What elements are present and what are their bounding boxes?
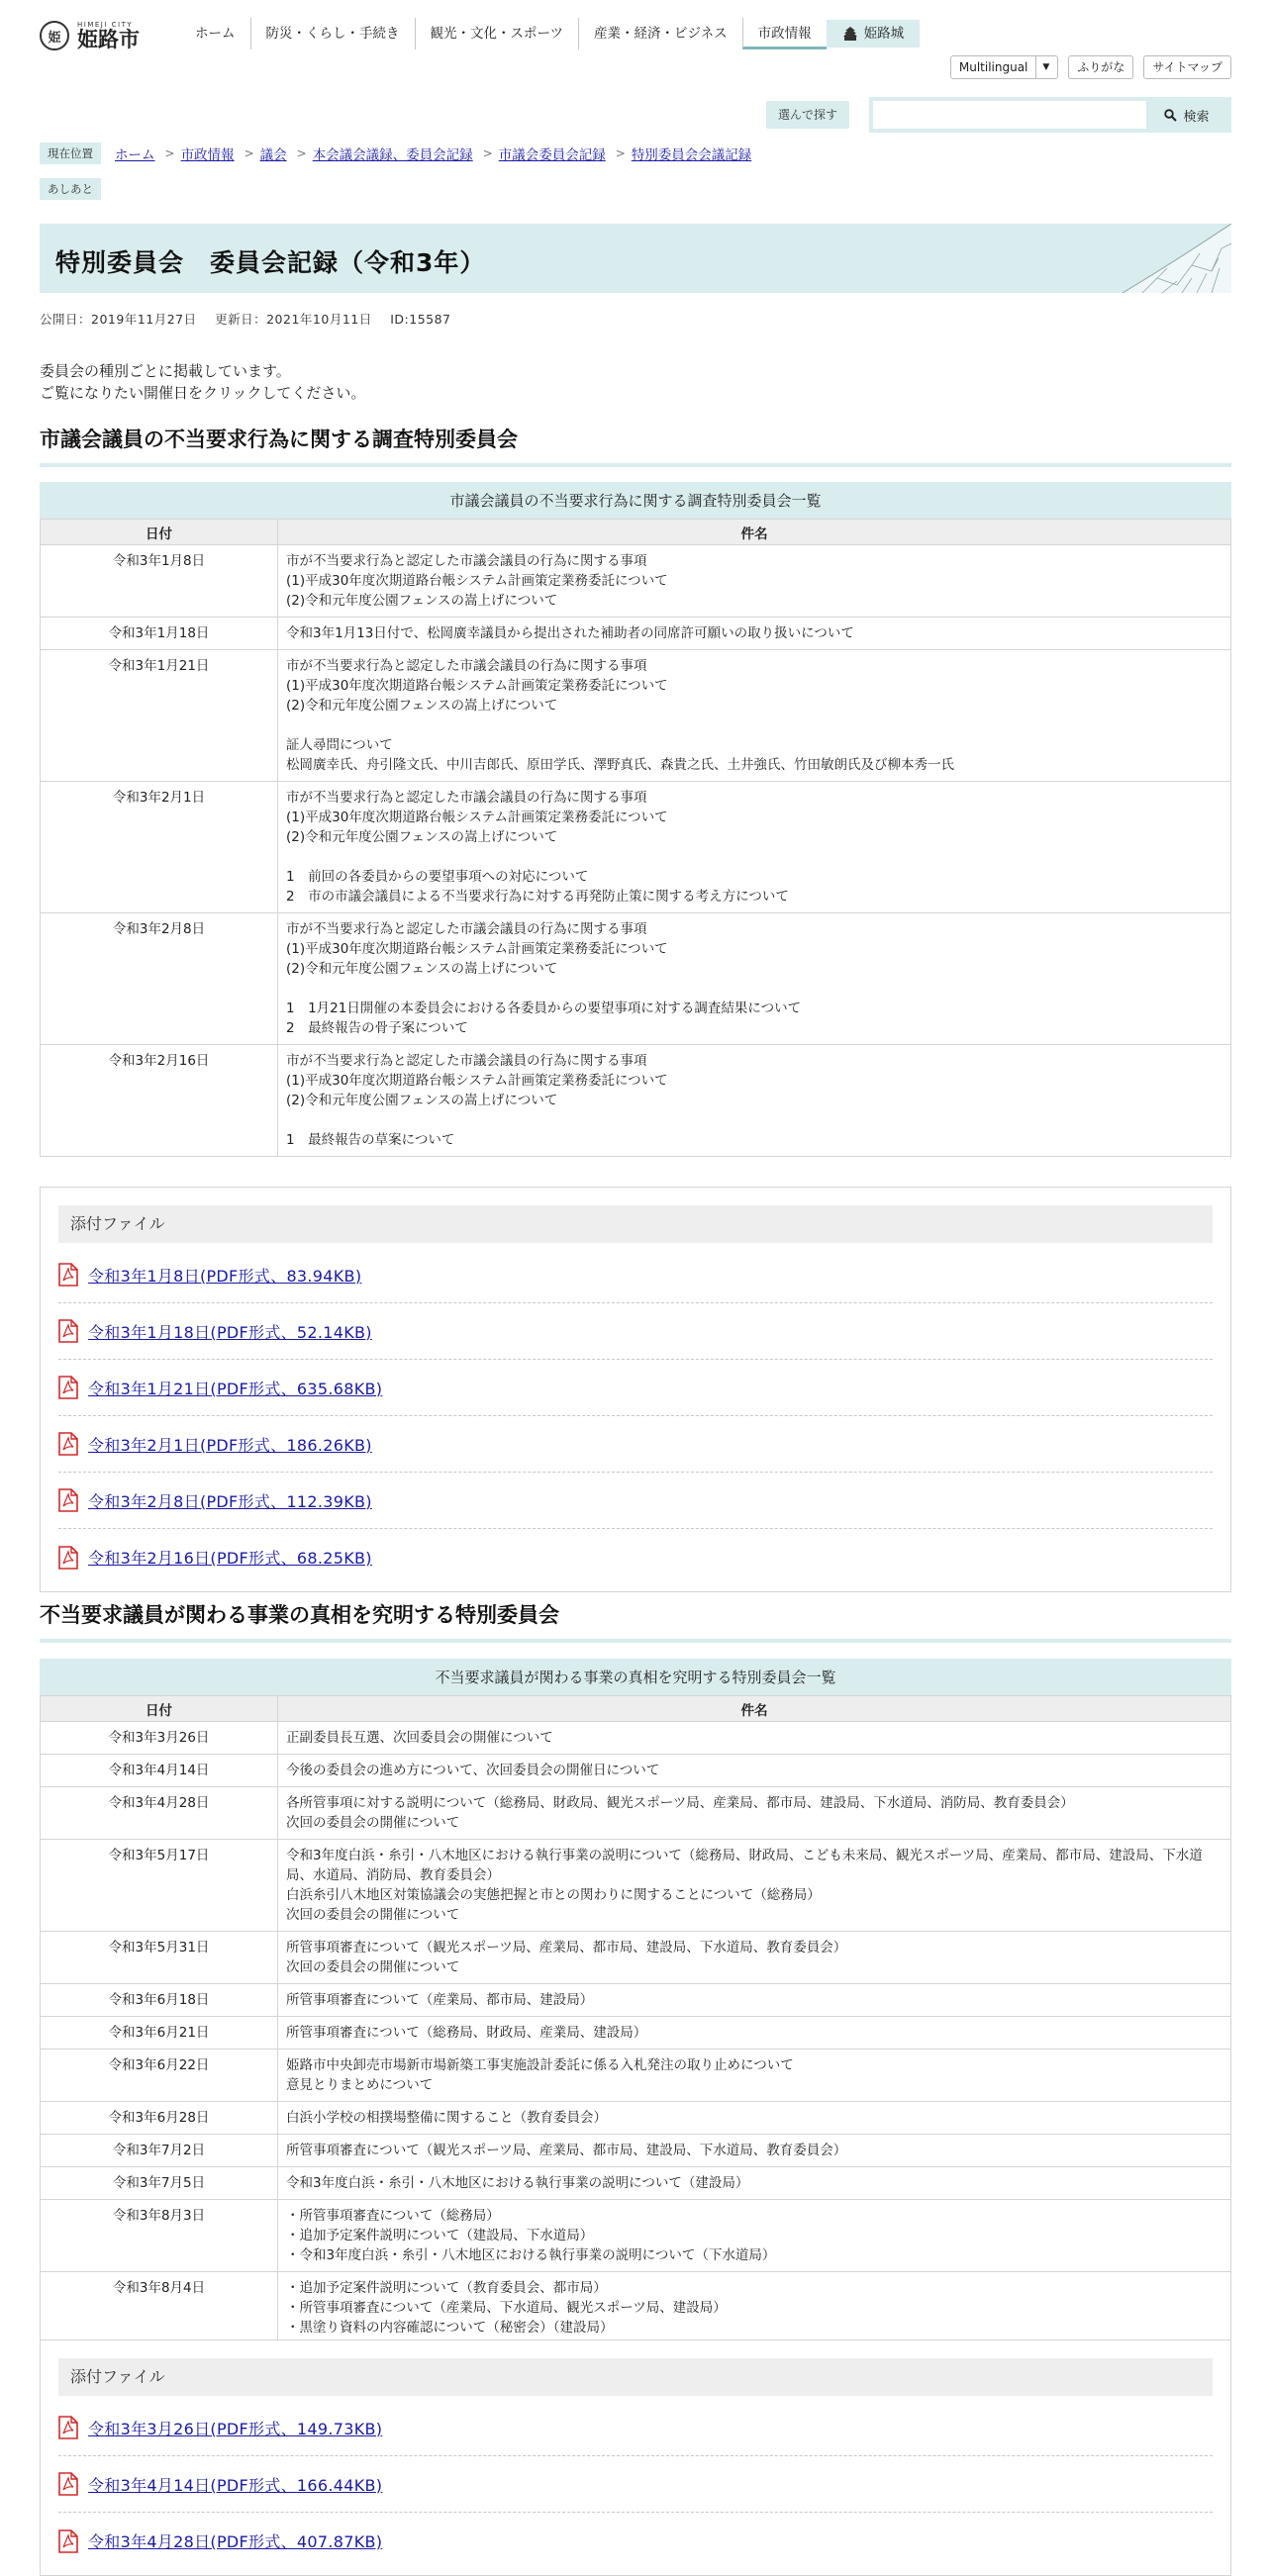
row-date: 令和3年8月4日 [41, 2272, 278, 2344]
section2-heading: 不当要求議員が関わる事業の真相を究明する特別委員会 [40, 1599, 1231, 1643]
sitemap-link[interactable]: サイトマップ [1143, 55, 1231, 79]
subject-line: 所管事項審査について（観光スポーツ局、産業局、都市局、建設局、下水道局、教育委員会） [286, 1940, 847, 1956]
row-date: 令和3年4月28日 [41, 1787, 278, 1840]
row-date: 令和3年4月14日 [41, 1755, 278, 1787]
subject-line: (2)令和元年度公園フェンスの嵩上げについて [286, 961, 558, 977]
search-icon [1164, 109, 1177, 122]
subject-line: 令和3年度白浜・糸引・八木地区における執行事業の説明について（建設局） [286, 2175, 749, 2191]
ashiato-label[interactable]: あしあと [40, 178, 101, 200]
row-subject [278, 2135, 1231, 2167]
breadcrumb-kaigiroku[interactable]: 本会議会議録、委員会記録 [312, 147, 473, 163]
global-nav [180, 18, 920, 49]
subject-line: 2 市の市議会議員による不当要求行為に対する再発防止策に関する考え方について [286, 889, 789, 905]
row-date: 令和3年1月21日 [41, 650, 278, 782]
row-date: 令和3年6月22日 [41, 2050, 278, 2102]
subject-line [286, 847, 1222, 867]
table-row [41, 1984, 1231, 2017]
subject-line: (1)平成30年度次期道路台帳システム計画策定業務委託について [286, 1073, 668, 1089]
utility-links [950, 55, 1231, 79]
multilingual-label: Multilingual [958, 60, 1028, 74]
subject-line: (2)令和元年度公園フェンスの嵩上げについて [286, 829, 558, 845]
attachment-link[interactable]: 令和3年2月8日(PDF形式、112.39KB) [88, 1491, 372, 1511]
attachment-row [58, 2456, 1213, 2513]
intro-text [40, 360, 365, 404]
gnav-bousai[interactable]: 防災・くらし・手続き [250, 18, 415, 49]
subject-line: ・所管事項審査について（産業局、下水道局、観光スポーツ局、建設局） [286, 2300, 727, 2316]
subject-line: 今後の委員会の進め方について、次回委員会の開催日について [286, 1763, 660, 1778]
pdf-icon [58, 2416, 78, 2439]
subject-line: 正副委員長互選、次回委員会の開催について [286, 1730, 553, 1746]
attachment-link[interactable]: 令和3年4月28日(PDF形式、407.87KB) [88, 2532, 383, 2551]
intro-line: 委員会の種別ごとに掲載しています。 [40, 362, 291, 380]
row-subject [278, 1722, 1231, 1755]
section2-caption: 不当要求議員が関わる事業の真相を究明する特別委員会一覧 [40, 1659, 1231, 1695]
city-emblem-icon: 姫 [40, 21, 69, 50]
subject-line: 令和3年度白浜・糸引・八木地区における執行事業の説明について（総務局、財政局、こども未来局、観光スポーツ局、産業局、都市局、建設局、下水道局、水道局、消防局、教育委員会） [286, 1848, 1203, 1883]
breadcrumb-separator: > [615, 146, 626, 160]
section1-heading: 市議会議員の不当要求行為に関する調査特別委員会 [40, 424, 1231, 467]
table-row [41, 1722, 1231, 1755]
gnav-sangyo[interactable]: 産業・経済・ビジネス [578, 18, 742, 49]
column-header-subject: 件名 [278, 1696, 1231, 1722]
breadcrumb-iinkai[interactable]: 市議会委員会記録 [498, 147, 606, 163]
attachment-row [58, 2400, 1213, 2456]
attachment-link[interactable]: 令和3年1月8日(PDF形式、83.94KB) [88, 1266, 362, 1286]
attachment-row [58, 1529, 1213, 1585]
subject-line [286, 716, 1222, 735]
gnav-himeji-castle[interactable] [827, 20, 921, 48]
attachment-link[interactable]: 令和3年3月26日(PDF形式、149.73KB) [88, 2419, 383, 2438]
row-date: 令和3年1月8日 [41, 545, 278, 618]
site-header [0, 0, 1271, 89]
attachment-row [58, 1360, 1213, 1416]
table-row [41, 650, 1231, 782]
subject-line: 次回の委員会の開催について [286, 1907, 460, 1923]
attachment-link[interactable]: 令和3年1月18日(PDF形式、52.14KB) [88, 1322, 372, 1342]
subject-line: ・黒塗り資料の内容確認について（秘密会）（建設局） [286, 2320, 614, 2336]
breadcrumb-shisei[interactable]: 市政情報 [180, 147, 235, 163]
search-area [766, 97, 1231, 133]
table-row [41, 2167, 1231, 2200]
subject-line: (2)令和元年度公園フェンスの嵩上げについて [286, 698, 558, 714]
row-subject [278, 1045, 1231, 1157]
subject-line: ・追加予定案件説明について（教育委員会、都市局） [286, 2280, 607, 2296]
subject-line: 松岡廣幸氏、舟引隆文氏、中川吉郎氏、原田学氏、澤野真氏、森貴之氏、土井強氏、竹田敏朗氏及び柳本秀一氏 [286, 757, 954, 773]
gnav-home[interactable]: ホーム [195, 26, 236, 42]
pdf-icon [58, 2472, 78, 2496]
pdf-icon [58, 1376, 78, 1399]
site-logo[interactable] [40, 18, 158, 53]
attachment-link[interactable]: 令和3年2月16日(PDF形式、68.25KB) [88, 1549, 372, 1568]
row-subject [278, 545, 1231, 618]
table-row [41, 545, 1231, 618]
published-date: 公開日：2019年11月27日 [40, 312, 197, 327]
subject-line: 1 前回の各委員からの要望事項への対応について [286, 869, 589, 885]
table-row [41, 1932, 1231, 1984]
subject-line: ・令和3年度白浜・糸引・八木地区における執行事業の説明について（下水道局） [286, 2247, 776, 2263]
subject-line: ・所管事項審査について（総務局） [286, 2208, 500, 2224]
subject-line: 市が不当要求行為と認定した市議会議員の行為に関する事項 [286, 790, 647, 806]
pdf-icon [58, 1432, 78, 1456]
table-row [41, 2200, 1231, 2272]
row-subject [278, 2102, 1231, 2135]
table-row [41, 2050, 1231, 2102]
pdf-icon [58, 1263, 78, 1287]
search-form [869, 97, 1231, 133]
attachment-row [58, 1303, 1213, 1360]
row-subject [278, 1932, 1231, 1984]
castle-icon [842, 27, 858, 41]
attachment-row [58, 1416, 1213, 1473]
attachments-heading: 添付ファイル [58, 2358, 1213, 2396]
attachment-link[interactable]: 令和3年1月21日(PDF形式、635.68KB) [88, 1379, 383, 1398]
logo-english: HIMEJI CITY [77, 21, 134, 29]
breadcrumb-gikai[interactable]: 議会 [259, 147, 287, 163]
row-subject [278, 2167, 1231, 2200]
pick-search-button[interactable]: 選んで探す [766, 101, 849, 129]
chevron-down-icon: ▼ [1035, 56, 1049, 78]
subject-line: 次回の委員会の開催について [286, 1959, 460, 1975]
row-date: 令和3年6月21日 [41, 2017, 278, 2050]
breadcrumb [40, 143, 761, 164]
row-date: 令和3年8月3日 [41, 2200, 278, 2272]
title-band [40, 224, 1231, 293]
table-row [41, 618, 1231, 650]
subject-line [286, 979, 1222, 999]
subject-line: 所管事項審査について（総務局、財政局、産業局、建設局） [286, 2025, 647, 2041]
page-id: ID:15587 [390, 312, 451, 327]
intro-line: ご覧になりたい開催日をクリックしてください。 [40, 384, 366, 402]
pdf-icon [58, 1488, 78, 1512]
row-subject [278, 1755, 1231, 1787]
row-date: 令和3年7月5日 [41, 2167, 278, 2200]
column-header-date: 日付 [41, 1696, 278, 1722]
row-date: 令和3年6月28日 [41, 2102, 278, 2135]
breadcrumb-tokubetsu[interactable]: 特別委員会会議記録 [631, 147, 752, 163]
row-date: 令和3年3月26日 [41, 1722, 278, 1755]
subject-line: ・追加予定案件説明について（建設局、下水道局） [286, 2228, 594, 2243]
attachment-link[interactable]: 令和3年4月14日(PDF形式、166.44KB) [88, 2475, 383, 2495]
row-subject [278, 782, 1231, 913]
row-date: 令和3年7月2日 [41, 2135, 278, 2167]
row-subject [278, 2272, 1231, 2344]
column-header-subject: 件名 [278, 520, 1231, 545]
table-row [41, 782, 1231, 913]
subject-line: 意見とりまとめについて [286, 2077, 434, 2093]
page-title: 特別委員会 委員会記録（令和3年） [55, 248, 486, 277]
breadcrumb-home[interactable]: ホーム [115, 147, 155, 163]
subject-line: 姫路市中央卸売市場新市場新築工事実施設計委託に係る入札発注の取り止めについて [286, 2057, 794, 2073]
breadcrumb-separator: > [482, 146, 493, 160]
logo-japanese: 姫路市 [77, 27, 140, 51]
row-subject [278, 913, 1231, 1045]
subject-line: (2)令和元年度公園フェンスの嵩上げについて [286, 1093, 558, 1108]
subject-line: 市が不当要求行為と認定した市議会議員の行為に関する事項 [286, 921, 647, 937]
row-subject [278, 1787, 1231, 1840]
table-row [41, 1755, 1231, 1787]
row-date: 令和3年1月18日 [41, 618, 278, 650]
updated-date: 更新日：2021年10月11日 [215, 312, 372, 327]
subject-line: 1 最終報告の草案について [286, 1132, 455, 1148]
subject-line: 白浜糸引八木地区対策協議会の実態把握と市との関わりに関することについて（総務局） [286, 1887, 821, 1903]
row-date: 令和3年2月8日 [41, 913, 278, 1045]
gnav-castle-label: 姫路城 [863, 26, 905, 42]
breadcrumb-separator: > [164, 146, 175, 160]
subject-line: (1)平成30年度次期道路台帳システム計画策定業務委託について [286, 678, 668, 694]
search-input[interactable] [873, 101, 1146, 129]
row-date: 令和3年2月1日 [41, 782, 278, 913]
row-date: 令和3年2月16日 [41, 1045, 278, 1157]
section1-table [40, 482, 1231, 1157]
attachment-link[interactable]: 令和3年2月1日(PDF形式、186.26KB) [88, 1435, 372, 1455]
row-subject [278, 1984, 1231, 2017]
gnav-shisei[interactable]: 市政情報 [742, 18, 827, 49]
table-row [41, 2135, 1231, 2167]
subject-line: 次回の委員会の開催について [286, 1815, 460, 1831]
subject-line: 令和3年1月13日付で、松岡廣幸議員から提出された補助者の同席許可願いの取り扱いについて [286, 625, 854, 641]
row-subject [278, 2200, 1231, 2272]
section2-table [40, 1659, 1231, 2377]
section1-caption: 市議会議員の不当要求行為に関する調査特別委員会一覧 [40, 482, 1231, 519]
row-subject [278, 618, 1231, 650]
row-date: 令和3年6月18日 [41, 1984, 278, 2017]
table-row [41, 1840, 1231, 1932]
column-header-date: 日付 [41, 520, 278, 545]
row-subject [278, 2017, 1231, 2050]
subject-line: 各所管事項に対する説明について（総務局、財政局、観光スポーツ局、産業局、都市局、建設局、下水道局、消防局、教育委員会） [286, 1795, 1074, 1811]
pdf-icon [58, 1546, 78, 1570]
row-subject [278, 650, 1231, 782]
subject-line: 1 1月21日開催の本委員会における各委員からの要望事項に対する調査結果について [286, 1001, 802, 1016]
subject-line [286, 1110, 1222, 1130]
attachment-row [58, 1247, 1213, 1303]
attachment-row [58, 1473, 1213, 1529]
subject-line: 所管事項審査について（観光スポーツ局、産業局、都市局、建設局、下水道局、教育委員会） [286, 2143, 847, 2158]
table-row [41, 2102, 1231, 2135]
page-dates [40, 310, 465, 328]
subject-line: (1)平成30年度次期道路台帳システム計画策定業務委託について [286, 941, 668, 957]
section1-attachments [40, 1187, 1231, 1592]
subject-line: (2)令和元年度公園フェンスの嵩上げについて [286, 593, 558, 609]
search-button[interactable] [1146, 101, 1227, 129]
subject-line: 白浜小学校の相撲場整備に関すること（教育委員会） [286, 2110, 607, 2126]
multilingual-select[interactable] [950, 55, 1058, 79]
search-button-label: 検索 [1183, 108, 1210, 124]
row-subject [278, 2050, 1231, 2102]
breadcrumb-separator: > [296, 146, 307, 160]
row-date: 令和3年5月17日 [41, 1840, 278, 1932]
subject-line: (1)平成30年度次期道路台帳システム計画策定業務委託について [286, 810, 668, 825]
breadcrumb-label: 現在位置 [40, 143, 101, 164]
section2-attachments [40, 2339, 1231, 2576]
furigana-button[interactable]: ふりがな [1068, 55, 1133, 79]
pdf-icon [58, 1319, 78, 1343]
subject-line: 市が不当要求行為と認定した市議会議員の行為に関する事項 [286, 553, 647, 569]
row-subject [278, 1840, 1231, 1932]
subject-line: 市が不当要求行為と認定した市議会議員の行為に関する事項 [286, 658, 647, 674]
breadcrumb-separator: > [244, 146, 254, 160]
table-row [41, 2017, 1231, 2050]
gnav-kanko[interactable]: 観光・文化・スポーツ [415, 18, 578, 49]
subject-line: 所管事項審査について（産業局、都市局、建設局） [286, 1992, 594, 2008]
table-row [41, 1045, 1231, 1157]
subject-line: 証人尋問について [286, 737, 393, 753]
table-row [41, 1787, 1231, 1840]
table-row [41, 2272, 1231, 2344]
row-date: 令和3年5月31日 [41, 1932, 278, 1984]
subject-line: 市が不当要求行為と認定した市議会議員の行為に関する事項 [286, 1053, 647, 1069]
subject-line: (1)平成30年度次期道路台帳システム計画策定業務委託について [286, 573, 668, 589]
attachments-heading: 添付ファイル [58, 1205, 1213, 1243]
subject-line: 2 最終報告の骨子案について [286, 1020, 468, 1036]
table-row [41, 913, 1231, 1045]
stone-wall-decoration-icon [1083, 224, 1231, 293]
